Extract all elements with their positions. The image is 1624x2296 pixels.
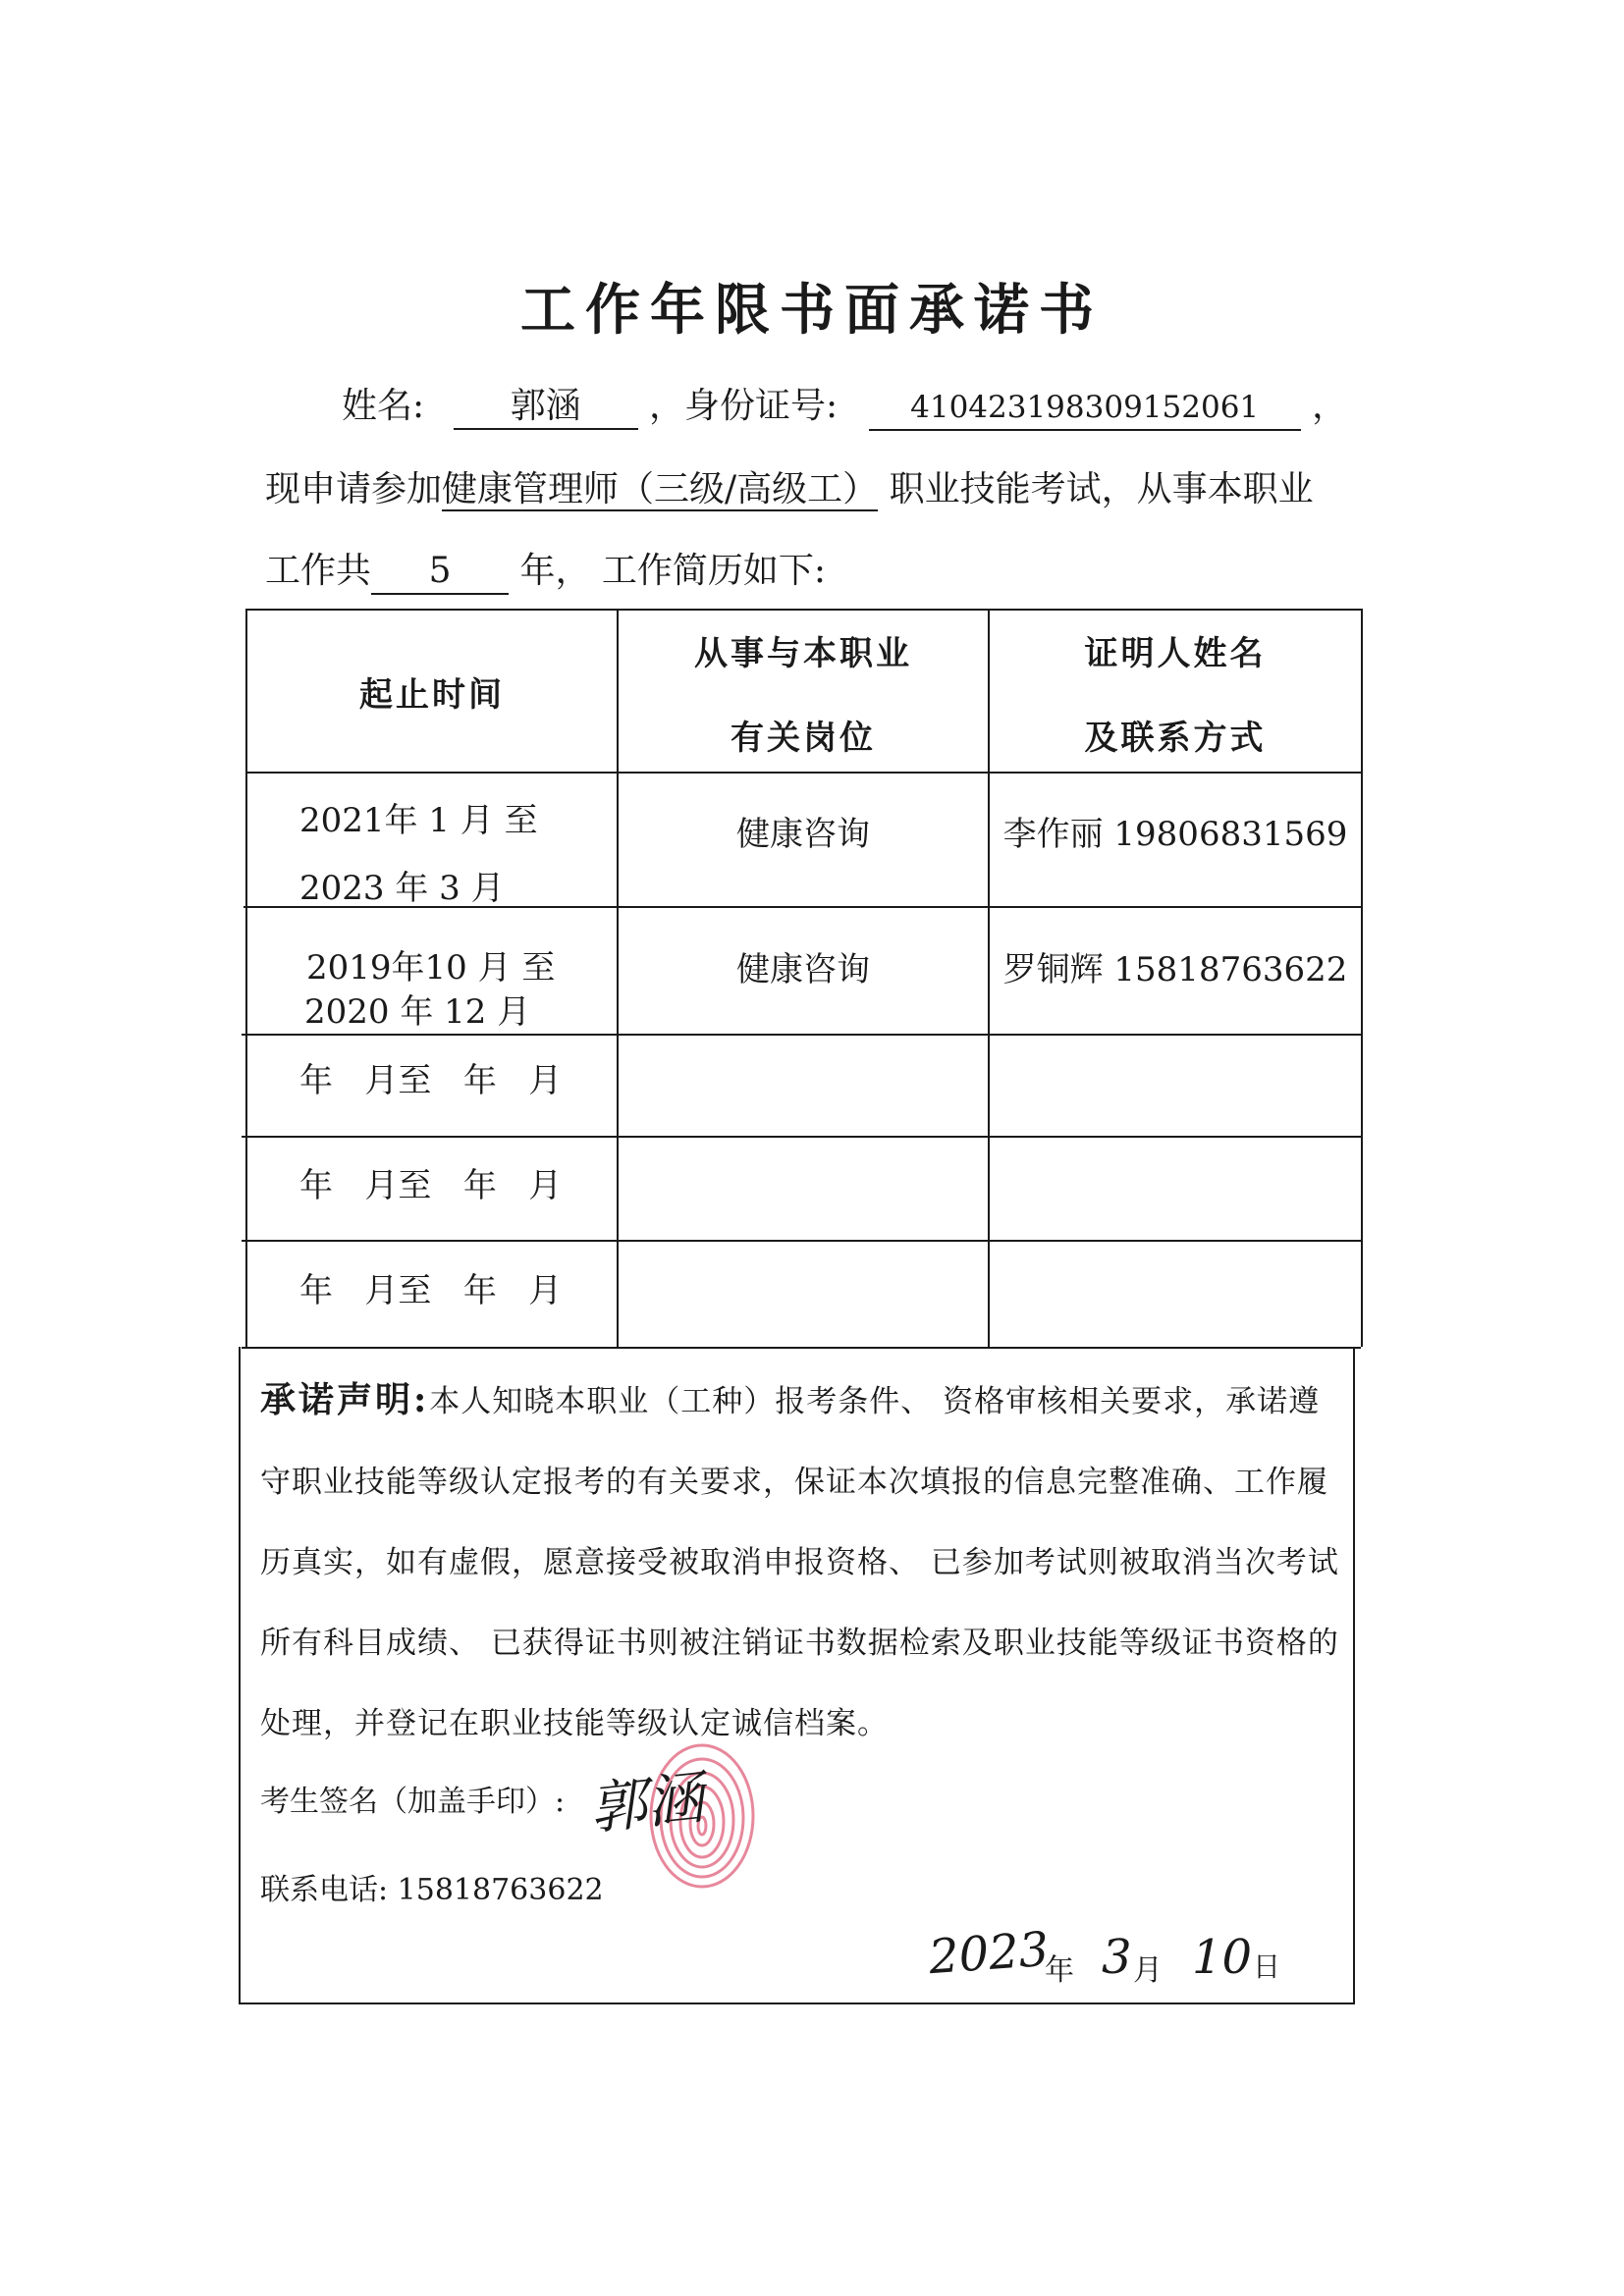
handwritten-signature: 郭涵 (586, 1764, 707, 1842)
phone-line (260, 1865, 604, 1908)
declaration-text: 本人知晓本职业（工种）报考条件、 资格审核相关要求，承诺遵守职业技能等级认定报考的有关要求，保证本次填报的信息完整准确、工作履历真实，如有虚假，愿意接受被取消申报资格、 已参加考试则被取消当次考试所有科目成绩、 已获得证书则被注销证书数据检索及职业技能等级证书资格的处理，并登记在职业技能等级认定诚信档案。 (260, 1384, 1339, 1741)
row2-witness: 罗铜辉 15818763622 (1002, 950, 1348, 989)
phone-label: 联系电话: (260, 1873, 389, 1907)
row2-position: 健康咨询 (736, 950, 870, 989)
date-year: 2023 (927, 1921, 1051, 1986)
apply-suffix: 职业技能考试，从事本职业 (889, 469, 1314, 509)
years-prefix: 工作共 (265, 551, 372, 591)
row1-period-end: 2023 年 3 月 (299, 869, 505, 908)
header-position-line2: 有关岗位 (731, 719, 876, 758)
declaration-heading: 承诺声明: (260, 1379, 430, 1420)
applicant-name: 郭涵 (454, 385, 638, 430)
id-label: ，身份证号: (649, 386, 839, 426)
trailing-comma: ， (1312, 386, 1348, 426)
declaration (260, 1360, 1340, 1764)
row2-period-end: 2020 年 12 月 (304, 992, 531, 1032)
name-label: 姓名: (342, 386, 425, 426)
apply-prefix: 现申请参加 (265, 469, 443, 509)
header-witness-line2: 及联系方式 (1084, 719, 1267, 758)
date-year-label: 年 (1045, 1953, 1074, 1988)
date-day-label: 日 (1253, 1950, 1281, 1983)
id-number: 410423198309152061 (869, 386, 1301, 431)
date-month: 3 (1102, 1930, 1132, 1985)
date-day: 10 (1192, 1930, 1253, 1985)
years-value: 5 (371, 550, 509, 595)
occupation-line (265, 461, 1314, 511)
years-suffix: 年， 工作简历如下: (519, 551, 827, 591)
phone-number: 15818763622 (397, 1873, 604, 1907)
row4-period: 年 月至 年 月 (299, 1166, 563, 1205)
name-id-line (342, 378, 1347, 431)
row5-period: 年 月至 年 月 (299, 1271, 563, 1310)
row1-position: 健康咨询 (736, 815, 870, 854)
signature-label: 考生签名（加盖手印）: (260, 1785, 566, 1819)
years-line (265, 543, 826, 595)
row1-witness: 李作丽 19806831569 (1002, 815, 1348, 854)
header-position-line1: 从事与本职业 (694, 634, 912, 673)
row3-period: 年 月至 年 月 (299, 1061, 563, 1100)
row1-period-start: 2021年 1 月 至 (299, 801, 538, 840)
header-period: 起止时间 (359, 675, 505, 715)
header-witness-line1: 证明人姓名 (1084, 634, 1267, 673)
occupation: 健康管理师（三级/高级工） (442, 469, 879, 509)
date-month-label: 月 (1133, 1953, 1163, 1988)
row2-period-start: 2019年10 月 至 (306, 948, 556, 988)
page-title: 工作年限书面承诺书 (520, 278, 1104, 343)
